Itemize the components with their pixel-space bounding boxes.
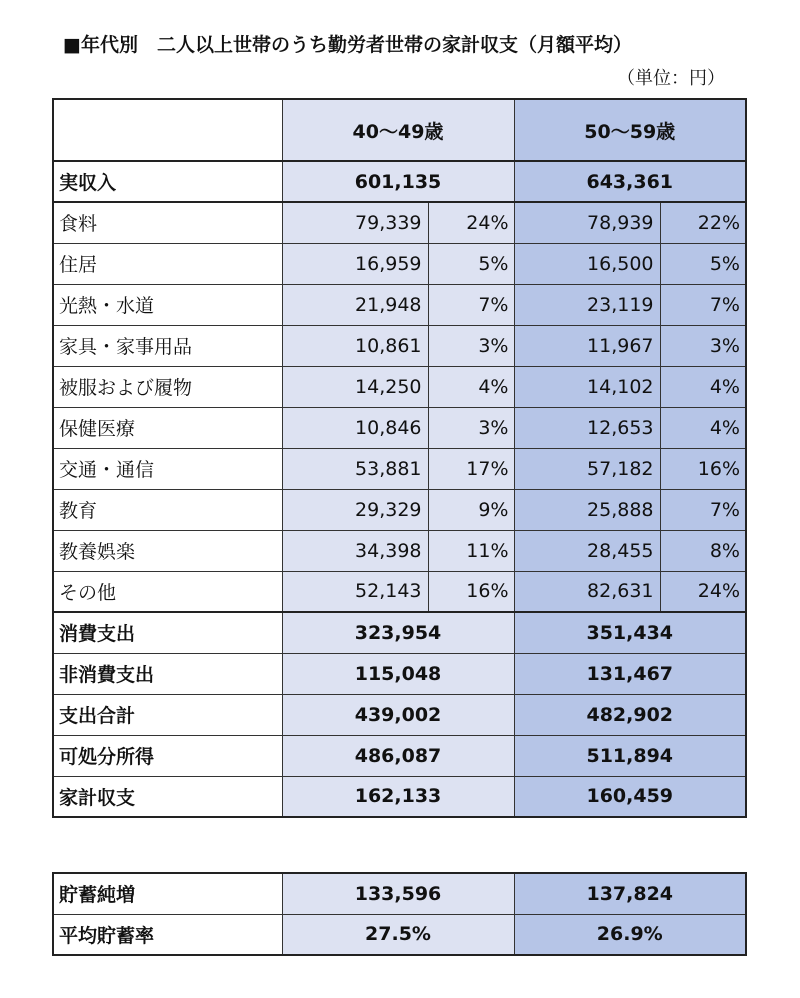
total-label: 消費支出 [53,612,282,653]
expense-value-50s: 16,500 [514,243,660,284]
total-row [53,735,746,776]
expense-value-50s: 28,455 [514,530,660,571]
header-blank [53,99,282,161]
savings-value-50s: 26.9% [514,914,746,955]
total-row [53,776,746,817]
expense-percent-50s: 8% [660,530,746,571]
expense-percent-50s: 22% [660,202,746,243]
expense-percent-50s: 5% [660,243,746,284]
expense-value-40s: 79,339 [282,202,428,243]
expense-value-50s: 11,967 [514,325,660,366]
expense-percent-40s: 16% [428,571,514,612]
total-value-40s: 439,002 [282,694,514,735]
expense-percent-40s: 24% [428,202,514,243]
total-value-40s: 162,133 [282,776,514,817]
expense-label: 食料 [53,202,282,243]
household-budget-table [52,98,747,818]
expense-value-40s: 34,398 [282,530,428,571]
expense-percent-40s: 11% [428,530,514,571]
expense-value-50s: 82,631 [514,571,660,612]
total-label: 非消費支出 [53,653,282,694]
expense-label: その他 [53,571,282,612]
expense-percent-40s: 3% [428,325,514,366]
expense-percent-50s: 3% [660,325,746,366]
expense-value-40s: 14,250 [282,366,428,407]
expense-row [53,571,746,612]
total-row [53,694,746,735]
expense-percent-40s: 3% [428,407,514,448]
total-label: 可処分所得 [53,735,282,776]
expense-label: 教養娯楽 [53,530,282,571]
expense-label: 光熱・水道 [53,284,282,325]
expense-value-40s: 10,861 [282,325,428,366]
unit-label: （単位：円） [617,68,725,89]
header-age-50s: 50～59歳 [514,99,746,161]
expense-percent-40s: 17% [428,448,514,489]
expense-row [53,243,746,284]
income-value-50s: 643,361 [514,161,746,202]
total-value-50s: 131,467 [514,653,746,694]
expense-value-50s: 57,182 [514,448,660,489]
savings-label: 平均貯蓄率 [53,914,282,955]
expense-row [53,448,746,489]
expense-percent-40s: 9% [428,489,514,530]
expense-row [53,284,746,325]
header-age-40s: 40～49歳 [282,99,514,161]
expense-percent-50s: 7% [660,284,746,325]
expense-value-50s: 25,888 [514,489,660,530]
expense-percent-50s: 7% [660,489,746,530]
expense-row [53,489,746,530]
expense-value-40s: 16,959 [282,243,428,284]
income-value-40s: 601,135 [282,161,514,202]
total-value-50s: 511,894 [514,735,746,776]
expense-row [53,366,746,407]
expense-label: 被服および履物 [53,366,282,407]
savings-label: 貯蓄純増 [53,873,282,914]
total-value-50s: 482,902 [514,694,746,735]
expense-percent-40s: 5% [428,243,514,284]
total-value-40s: 115,048 [282,653,514,694]
total-value-40s: 486,087 [282,735,514,776]
total-value-40s: 323,954 [282,612,514,653]
header-row [53,99,746,161]
expense-percent-50s: 24% [660,571,746,612]
expense-value-40s: 53,881 [282,448,428,489]
expense-value-50s: 14,102 [514,366,660,407]
expense-percent-50s: 4% [660,407,746,448]
expense-percent-40s: 7% [428,284,514,325]
expense-row [53,530,746,571]
expense-percent-50s: 4% [660,366,746,407]
expense-value-50s: 23,119 [514,284,660,325]
expense-row [53,325,746,366]
savings-value-40s: 27.5% [282,914,514,955]
savings-table [52,872,747,956]
total-value-50s: 351,434 [514,612,746,653]
expense-value-40s: 21,948 [282,284,428,325]
page-title: ■年代別 二人以上世帯のうち勤労者世帯の家計収支（月額平均） [63,34,632,56]
expense-value-40s: 29,329 [282,489,428,530]
expense-label: 保健医療 [53,407,282,448]
savings-row [53,914,746,955]
expense-label: 教育 [53,489,282,530]
total-label: 支出合計 [53,694,282,735]
income-label: 実収入 [53,161,282,202]
total-label: 家計収支 [53,776,282,817]
expense-label: 住居 [53,243,282,284]
expense-row [53,202,746,243]
income-row [53,161,746,202]
expense-row [53,407,746,448]
expense-label: 家具・家事用品 [53,325,282,366]
total-row [53,653,746,694]
expense-value-50s: 12,653 [514,407,660,448]
total-row [53,612,746,653]
total-value-50s: 160,459 [514,776,746,817]
savings-value-40s: 133,596 [282,873,514,914]
expense-value-40s: 52,143 [282,571,428,612]
expense-percent-40s: 4% [428,366,514,407]
expense-percent-50s: 16% [660,448,746,489]
savings-value-50s: 137,824 [514,873,746,914]
savings-row [53,873,746,914]
expense-label: 交通・通信 [53,448,282,489]
expense-value-40s: 10,846 [282,407,428,448]
expense-value-50s: 78,939 [514,202,660,243]
